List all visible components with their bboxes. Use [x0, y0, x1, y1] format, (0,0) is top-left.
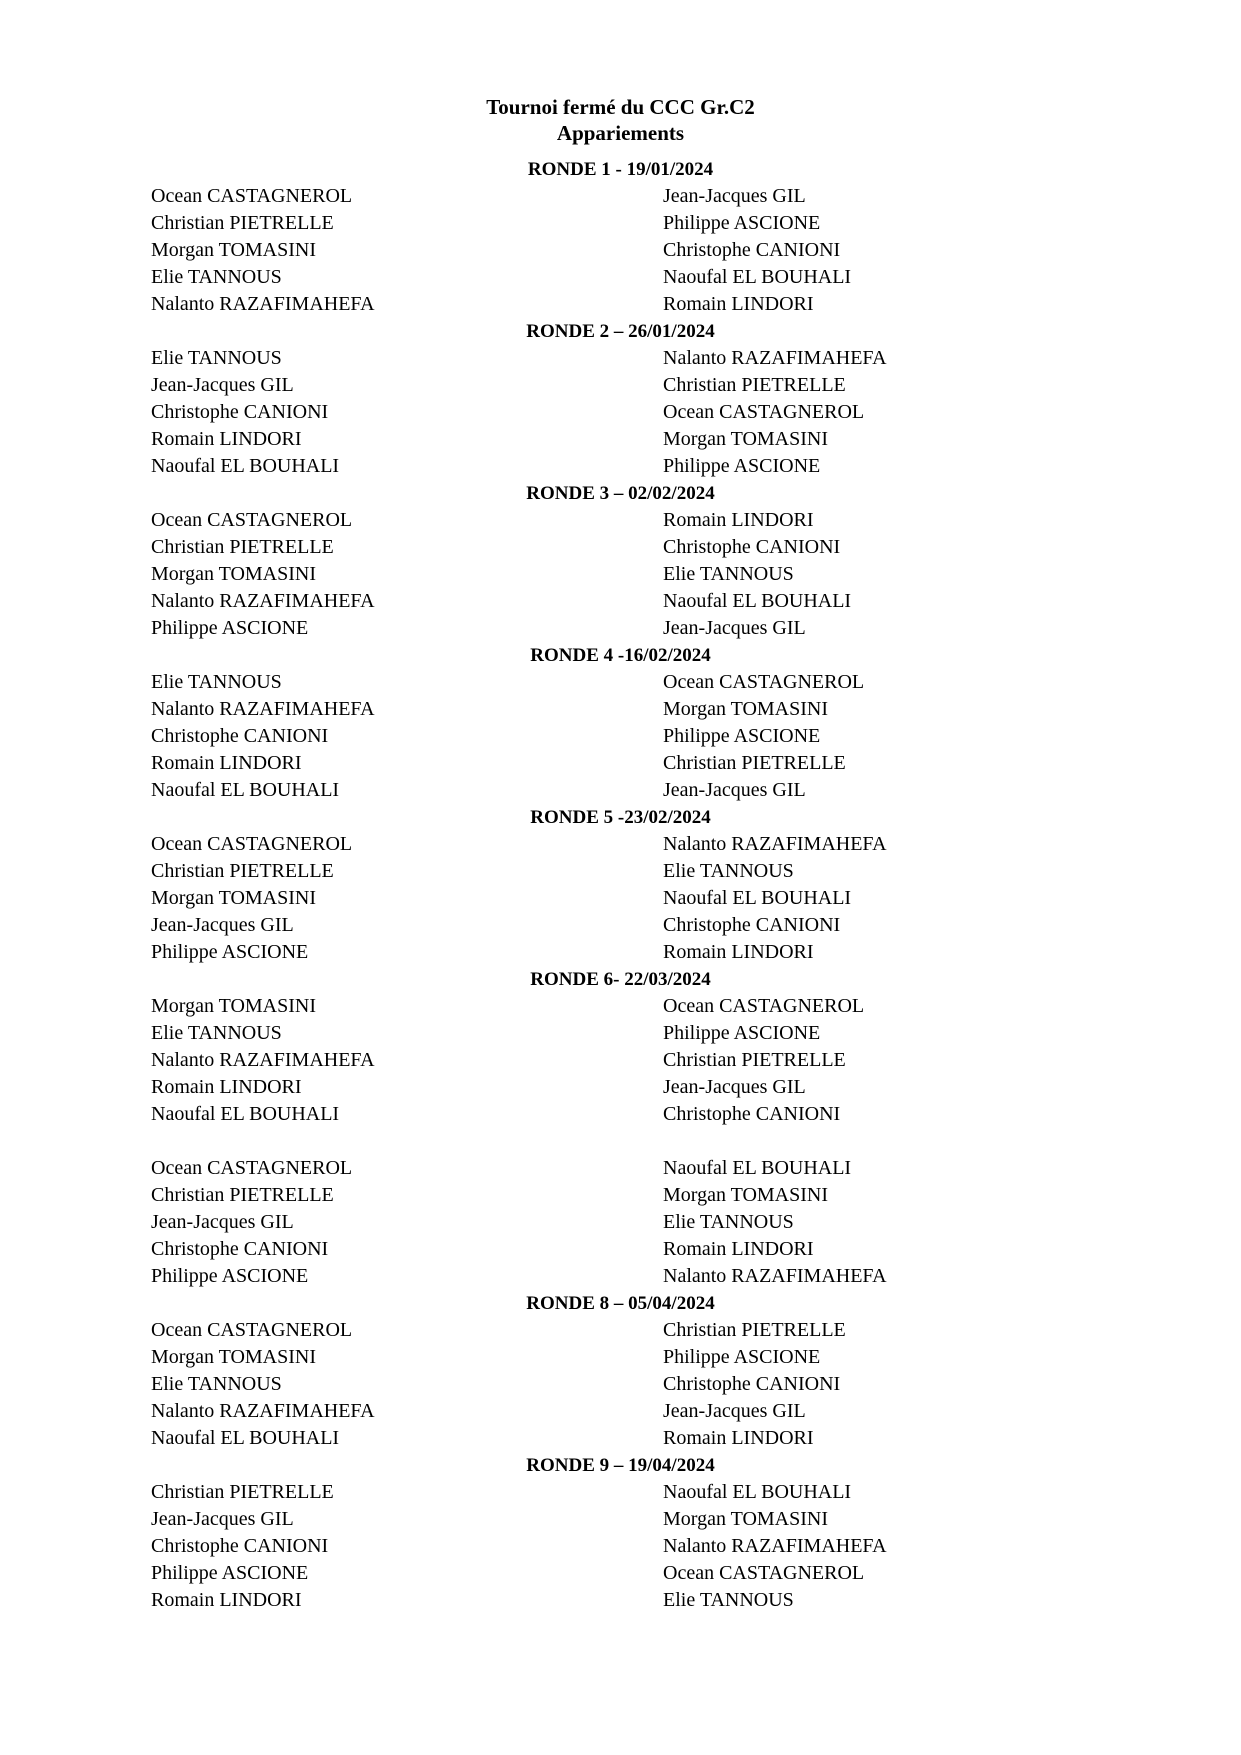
white-player: Elie TANNOUS — [151, 266, 282, 288]
black-player: Christophe CANIONI — [663, 914, 841, 936]
white-player: Philippe ASCIONE — [151, 1562, 309, 1584]
round-heading — [0, 1128, 1241, 1155]
white-player: Nalanto RAZAFIMAHEFA — [151, 590, 375, 612]
black-player: Romain LINDORI — [663, 1238, 814, 1260]
white-player: Christian PIETRELLE — [151, 536, 334, 558]
document-header — [0, 94, 1241, 146]
pairing-row — [0, 507, 1241, 534]
black-player: Nalanto RAZAFIMAHEFA — [663, 1535, 887, 1557]
round-section — [0, 480, 1241, 642]
black-player: Jean-Jacques GIL — [663, 779, 806, 801]
pairing-row — [0, 399, 1241, 426]
black-player: Romain LINDORI — [663, 1427, 814, 1449]
white-player: Morgan TOMASINI — [151, 1346, 317, 1368]
white-player: Jean-Jacques GIL — [151, 1211, 294, 1233]
round-heading: RONDE 8 – 05/04/2024 — [526, 1293, 715, 1314]
round-heading: RONDE 6- 22/03/2024 — [530, 969, 711, 990]
round-section — [0, 318, 1241, 480]
document-title: Tournoi fermé du CCC Gr.C2 — [486, 95, 755, 119]
pairing-row — [0, 1074, 1241, 1101]
pairing-row — [0, 1344, 1241, 1371]
white-player: Ocean CASTAGNEROL — [151, 1157, 353, 1179]
pairing-row — [0, 1560, 1241, 1587]
black-player: Ocean CASTAGNEROL — [663, 995, 865, 1017]
white-player: Ocean CASTAGNEROL — [151, 833, 353, 855]
white-player: Romain LINDORI — [151, 1589, 302, 1611]
white-player: Morgan TOMASINI — [151, 887, 317, 909]
black-player: Jean-Jacques GIL — [663, 1076, 806, 1098]
pairing-row — [0, 210, 1241, 237]
white-player: Morgan TOMASINI — [151, 563, 317, 585]
black-player: Morgan TOMASINI — [663, 428, 829, 450]
black-player: Elie TANNOUS — [663, 860, 794, 882]
white-player: Elie TANNOUS — [151, 671, 282, 693]
pairing-row — [0, 1506, 1241, 1533]
white-player: Naoufal EL BOUHALI — [151, 779, 340, 801]
pairing-row — [0, 1317, 1241, 1344]
pairing-row — [0, 453, 1241, 480]
white-player: Philippe ASCIONE — [151, 1265, 309, 1287]
round-section — [0, 1290, 1241, 1452]
black-player: Naoufal EL BOUHALI — [663, 1481, 852, 1503]
white-player: Nalanto RAZAFIMAHEFA — [151, 698, 375, 720]
black-player: Romain LINDORI — [663, 509, 814, 531]
pairing-row — [0, 777, 1241, 804]
pairing-row — [0, 1425, 1241, 1452]
black-player: Elie TANNOUS — [663, 563, 794, 585]
white-player: Christian PIETRELLE — [151, 1481, 334, 1503]
white-player: Ocean CASTAGNEROL — [151, 185, 353, 207]
pairing-row — [0, 1101, 1241, 1128]
black-player: Philippe ASCIONE — [663, 455, 821, 477]
black-player: Christophe CANIONI — [663, 239, 841, 261]
black-player: Jean-Jacques GIL — [663, 185, 806, 207]
white-player: Elie TANNOUS — [151, 1022, 282, 1044]
black-player: Morgan TOMASINI — [663, 1508, 829, 1530]
pairing-row — [0, 291, 1241, 318]
white-player: Romain LINDORI — [151, 1076, 302, 1098]
round-section — [0, 966, 1241, 1128]
round-heading: RONDE 3 – 02/02/2024 — [526, 483, 715, 504]
black-player: Jean-Jacques GIL — [663, 617, 806, 639]
black-player: Philippe ASCIONE — [663, 1346, 821, 1368]
pairing-row — [0, 669, 1241, 696]
white-player: Jean-Jacques GIL — [151, 374, 294, 396]
round-section — [0, 642, 1241, 804]
white-player: Christian PIETRELLE — [151, 860, 334, 882]
pairing-row — [0, 561, 1241, 588]
pairing-row — [0, 1155, 1241, 1182]
white-player: Morgan TOMASINI — [151, 995, 317, 1017]
pairing-row — [0, 1209, 1241, 1236]
white-player: Naoufal EL BOUHALI — [151, 1427, 340, 1449]
black-player: Naoufal EL BOUHALI — [663, 590, 852, 612]
black-player: Romain LINDORI — [663, 293, 814, 315]
black-player: Morgan TOMASINI — [663, 698, 829, 720]
rounds-list — [0, 156, 1241, 1614]
black-player: Naoufal EL BOUHALI — [663, 887, 852, 909]
round-heading: RONDE 9 – 19/04/2024 — [526, 1455, 715, 1476]
white-player: Elie TANNOUS — [151, 347, 282, 369]
round-section — [0, 156, 1241, 318]
pairing-row — [0, 1587, 1241, 1614]
pairing-row — [0, 750, 1241, 777]
pairing-row — [0, 1020, 1241, 1047]
black-player: Jean-Jacques GIL — [663, 1400, 806, 1422]
white-player: Christophe CANIONI — [151, 725, 329, 747]
white-player: Nalanto RAZAFIMAHEFA — [151, 1049, 375, 1071]
black-player: Christian PIETRELLE — [663, 374, 846, 396]
pairing-row — [0, 912, 1241, 939]
white-player: Ocean CASTAGNEROL — [151, 1319, 353, 1341]
pairing-row — [0, 939, 1241, 966]
black-player: Philippe ASCIONE — [663, 725, 821, 747]
white-player: Christian PIETRELLE — [151, 1184, 334, 1206]
black-player: Ocean CASTAGNEROL — [663, 1562, 865, 1584]
black-player: Morgan TOMASINI — [663, 1184, 829, 1206]
white-player: Romain LINDORI — [151, 428, 302, 450]
white-player: Christophe CANIONI — [151, 401, 329, 423]
pairing-row — [0, 1479, 1241, 1506]
pairing-row — [0, 183, 1241, 210]
round-heading: RONDE 4 -16/02/2024 — [530, 645, 711, 666]
pairing-row — [0, 1047, 1241, 1074]
black-player: Ocean CASTAGNEROL — [663, 401, 865, 423]
pairing-row — [0, 696, 1241, 723]
black-player: Christian PIETRELLE — [663, 752, 846, 774]
pairing-row — [0, 534, 1241, 561]
black-player: Christophe CANIONI — [663, 1373, 841, 1395]
white-player: Ocean CASTAGNEROL — [151, 509, 353, 531]
white-player: Jean-Jacques GIL — [151, 914, 294, 936]
round-heading: RONDE 5 -23/02/2024 — [530, 807, 711, 828]
pairing-row — [0, 723, 1241, 750]
white-player: Christophe CANIONI — [151, 1535, 329, 1557]
black-player: Christophe CANIONI — [663, 1103, 841, 1125]
white-player: Naoufal EL BOUHALI — [151, 1103, 340, 1125]
white-player: Naoufal EL BOUHALI — [151, 455, 340, 477]
black-player: Ocean CASTAGNEROL — [663, 671, 865, 693]
pairing-row — [0, 345, 1241, 372]
round-section — [0, 1128, 1241, 1290]
black-player: Naoufal EL BOUHALI — [663, 266, 852, 288]
document-subtitle: Appariements — [556, 121, 685, 145]
black-player: Naoufal EL BOUHALI — [663, 1157, 852, 1179]
pairing-row — [0, 588, 1241, 615]
pairing-row — [0, 1182, 1241, 1209]
pairing-row — [0, 1236, 1241, 1263]
round-section — [0, 804, 1241, 966]
pairing-row — [0, 1533, 1241, 1560]
pairing-row — [0, 264, 1241, 291]
black-player: Philippe ASCIONE — [663, 212, 821, 234]
black-player: Nalanto RAZAFIMAHEFA — [663, 1265, 887, 1287]
black-player: Romain LINDORI — [663, 941, 814, 963]
pairing-row — [0, 858, 1241, 885]
black-player: Nalanto RAZAFIMAHEFA — [663, 833, 887, 855]
black-player: Nalanto RAZAFIMAHEFA — [663, 347, 887, 369]
round-heading: RONDE 2 – 26/01/2024 — [526, 321, 715, 342]
pairing-row — [0, 426, 1241, 453]
white-player: Philippe ASCIONE — [151, 617, 309, 639]
white-player: Philippe ASCIONE — [151, 941, 309, 963]
pairing-row — [0, 831, 1241, 858]
black-player: Philippe ASCIONE — [663, 1022, 821, 1044]
pairing-row — [0, 1371, 1241, 1398]
white-player: Morgan TOMASINI — [151, 239, 317, 261]
pairing-row — [0, 237, 1241, 264]
white-player: Nalanto RAZAFIMAHEFA — [151, 1400, 375, 1422]
white-player: Elie TANNOUS — [151, 1373, 282, 1395]
white-player: Romain LINDORI — [151, 752, 302, 774]
pairing-row — [0, 993, 1241, 1020]
round-heading: RONDE 1 - 19/01/2024 — [527, 159, 714, 180]
white-player: Nalanto RAZAFIMAHEFA — [151, 293, 375, 315]
black-player: Christian PIETRELLE — [663, 1319, 846, 1341]
pairing-row — [0, 1398, 1241, 1425]
white-player: Christian PIETRELLE — [151, 212, 334, 234]
pairing-row — [0, 372, 1241, 399]
white-player: Jean-Jacques GIL — [151, 1508, 294, 1530]
pairing-row — [0, 885, 1241, 912]
round-section — [0, 1452, 1241, 1614]
black-player: Elie TANNOUS — [663, 1589, 794, 1611]
pairing-row — [0, 615, 1241, 642]
black-player: Christian PIETRELLE — [663, 1049, 846, 1071]
black-player: Elie TANNOUS — [663, 1211, 794, 1233]
pairing-row — [0, 1263, 1241, 1290]
white-player: Christophe CANIONI — [151, 1238, 329, 1260]
black-player: Christophe CANIONI — [663, 536, 841, 558]
